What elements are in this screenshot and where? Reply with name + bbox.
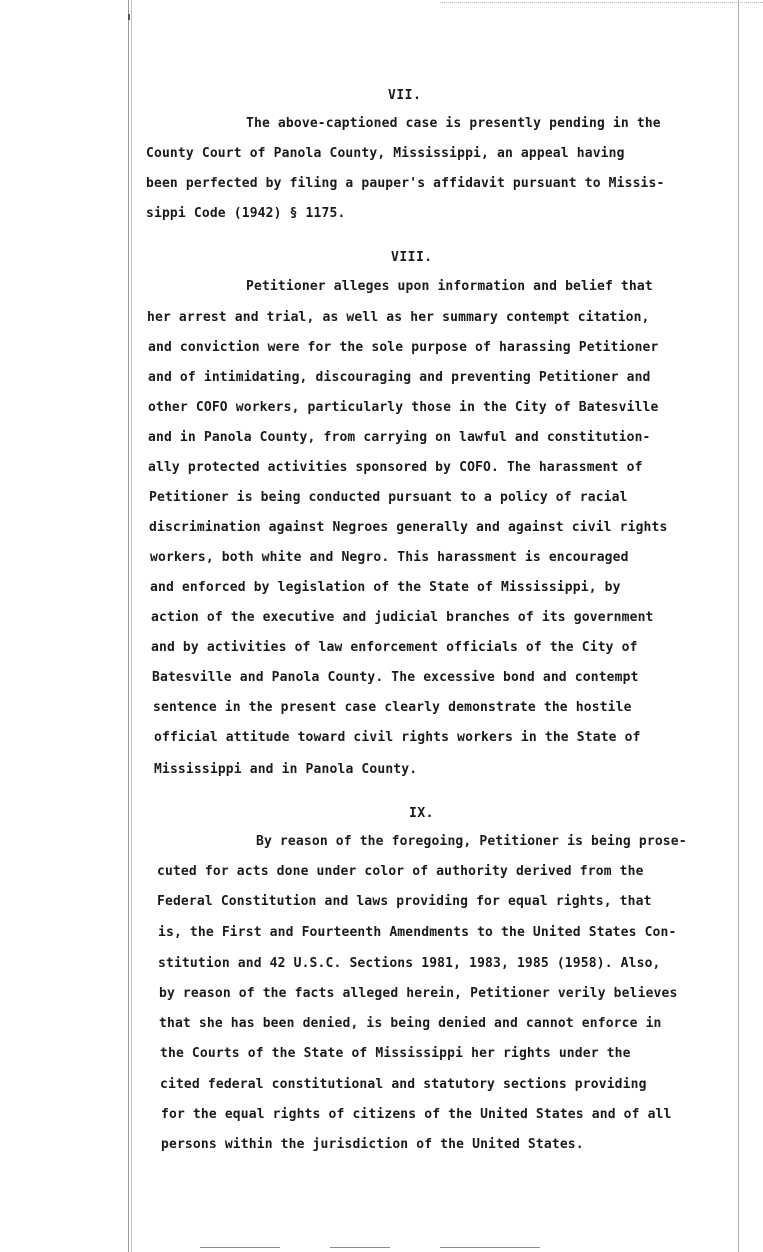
paragraph-line: her arrest and trial, as well as her summary contempt citation, [147,310,650,325]
bottom-edge-line-2 [330,1247,390,1248]
top-edge-artifact [440,2,763,3]
paragraph-line: action of the executive and judicial branches of its government [151,610,654,625]
paragraph-line: Federal Constitution and laws providing for equal rights, that [157,894,652,909]
paragraph-line: cuted for acts done under color of authority derived from the [157,864,644,879]
paragraph-line: The above-captioned case is presently pending in the [246,116,661,131]
left-margin-line-2 [131,0,132,1252]
paragraph-line: sentence in the present case clearly demonstrate the hostile [153,700,632,715]
paragraph-line: Petitioner is being conducted pursuant to a policy of racial [149,490,628,505]
paragraph-line: the Courts of the State of Mississippi her rights under the [160,1046,631,1061]
paragraph-line: discrimination against Negroes generally and against civil rights [149,520,668,535]
paragraph-line: by reason of the facts alleged herein, Petitioner verily believes [159,986,678,1001]
paragraph-line: Mississippi and in Panola County. [154,762,418,777]
section-heading-ix: IX. [409,806,434,821]
paragraph-line: ally protected activities sponsored by COFO. The harassment of [148,460,643,475]
paragraph-line: official attitude toward civil rights workers in the State of [154,730,641,745]
paragraph-line: and in Panola County, from carrying on lawful and constitution- [148,430,651,445]
paragraph-line: and enforced by legislation of the State of Mississippi, by [150,580,621,595]
paragraph-line: been perfected by filing a pauper's affidavit pursuant to Missis- [146,176,665,191]
left-margin-line [128,0,129,1252]
paragraph-line: is, the First and Fourteenth Amendments to the United States Con- [158,925,677,940]
bottom-edge-line-3 [440,1247,540,1248]
paragraph-line: sippi Code (1942) § 1175. [146,206,346,221]
paragraph-line: workers, both white and Negro. This harassment is encouraged [150,550,629,565]
paragraph-line: persons within the jurisdiction of the United States. [161,1137,584,1152]
paragraph-line: cited federal constitutional and statutory sections providing [160,1077,647,1092]
bottom-edge-line [200,1247,280,1248]
paragraph-line: other COFO workers, particularly those in the City of Batesville [148,400,659,415]
section-heading-viii: VIII. [391,250,433,265]
paragraph-line: stitution and 42 U.S.C. Sections 1981, 1983, 1985 (1958). Also, [158,956,661,971]
paragraph-line: and conviction were for the sole purpose of harassing Petitioner [148,340,659,355]
paragraph-line: By reason of the foregoing, Petitioner is being prose- [256,834,687,849]
paragraph-line: and of intimidating, discouraging and preventing Petitioner and [148,370,651,385]
paragraph-line: Petitioner alleges upon information and belief that [246,279,653,294]
paragraph-line: that she has been denied, is being denied and cannot enforce in [159,1016,662,1031]
section-heading-vii: VII. [388,88,422,103]
paragraph-line: and by activities of law enforcement officials of the City of [151,640,638,655]
paragraph-line: County Court of Panola County, Mississippi, an appeal having [146,146,625,161]
paragraph-line: Batesville and Panola County. The excessive bond and contempt [152,670,639,685]
right-margin-line [738,0,739,1252]
scan-mark [128,14,130,20]
paragraph-line: for the equal rights of citizens of the United States and of all [161,1107,672,1122]
